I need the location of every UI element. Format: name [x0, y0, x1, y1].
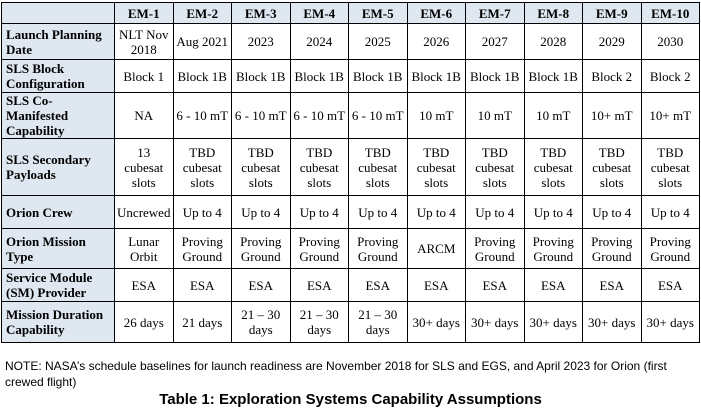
table-cell: Aug 2021 [173, 24, 232, 60]
column-header: EM-2 [173, 3, 232, 24]
column-header: EM-1 [115, 3, 174, 24]
table-cell: 2023 [232, 24, 291, 60]
table-cell: Block 1 [115, 60, 174, 93]
table-cell: Uncrewed [115, 196, 174, 229]
table-cell: 6 - 10 mT [290, 93, 349, 139]
column-header: EM-3 [232, 3, 291, 24]
table-cell: TBD cubesat slots [524, 139, 583, 196]
table-cell: 26 days [115, 302, 174, 343]
table-cell: ESA [290, 269, 349, 302]
table-cell: TBD cubesat slots [290, 139, 349, 196]
table-cell: Up to 4 [524, 196, 583, 229]
table-cell: ESA [524, 269, 583, 302]
table-header-row [2, 3, 700, 24]
table-cell: 10+ mT [583, 93, 642, 139]
table-cell: 13 cubesat slots [115, 139, 174, 196]
table-cell: 10 mT [466, 93, 525, 139]
table-corner-cell [2, 3, 115, 24]
table-cell: ESA [115, 269, 174, 302]
table-row [2, 93, 700, 139]
table-cell: ESA [641, 269, 700, 302]
table-cell: 21 days [173, 302, 232, 343]
table-row [2, 24, 700, 60]
table-cell: Up to 4 [466, 196, 525, 229]
table-cell: Proving Ground [349, 229, 408, 269]
table-cell: TBD cubesat slots [466, 139, 525, 196]
row-header: Mission Duration Capability [2, 302, 115, 343]
table-note: NOTE: NASA’s schedule baselines for launch readiness are November 2018 for SLS and EGS, and April 2023 for Orion (first crewed flight) [5, 359, 667, 389]
row-header: Orion Mission Type [2, 229, 115, 269]
table-cell: Block 1B [349, 60, 408, 93]
column-header: EM-4 [290, 3, 349, 24]
table-cell: 21 – 30 days [349, 302, 408, 343]
table-cell: ESA [173, 269, 232, 302]
row-header: Launch Planning Date [2, 24, 115, 60]
table-cell: ARCM [407, 229, 466, 269]
table-row [2, 229, 700, 269]
table-cell: Proving Ground [466, 229, 525, 269]
table-cell: Block 1B [290, 60, 349, 93]
table-cell: TBD cubesat slots [641, 139, 700, 196]
table-cell: ESA [232, 269, 291, 302]
table-cell: 6 - 10 mT [173, 93, 232, 139]
table-cell: Proving Ground [290, 229, 349, 269]
table-cell: TBD cubesat slots [232, 139, 291, 196]
table-cell: NA [115, 93, 174, 139]
capability-table [1, 2, 700, 343]
table-cell: Up to 4 [290, 196, 349, 229]
table-cell: TBD cubesat slots [407, 139, 466, 196]
table-caption: Table 1: Exploration Systems Capability Assumptions [159, 391, 542, 408]
table-cell: 10 mT [407, 93, 466, 139]
table-cell: Proving Ground [232, 229, 291, 269]
table-cell: 30+ days [641, 302, 700, 343]
table-row [2, 60, 700, 93]
table-cell: Block 2 [583, 60, 642, 93]
table-cell: ESA [407, 269, 466, 302]
column-header: EM-6 [407, 3, 466, 24]
table-cell: 30+ days [407, 302, 466, 343]
table-cell: Up to 4 [173, 196, 232, 229]
table-row [2, 302, 700, 343]
table-cell: Up to 4 [583, 196, 642, 229]
table-row [2, 269, 700, 302]
table-cell: Proving Ground [173, 229, 232, 269]
table-cell: Lunar Orbit [115, 229, 174, 269]
table-cell: Block 1B [466, 60, 525, 93]
table-cell: 21 – 30 days [232, 302, 291, 343]
capability-table-container [1, 2, 700, 343]
column-header: EM-8 [524, 3, 583, 24]
row-header: Orion Crew [2, 196, 115, 229]
table-cell: 2027 [466, 24, 525, 60]
table-cell: 2025 [349, 24, 408, 60]
table-cell: Proving Ground [583, 229, 642, 269]
table-cell: 2028 [524, 24, 583, 60]
table-cell: Up to 4 [407, 196, 466, 229]
table-cell: 10+ mT [641, 93, 700, 139]
table-cell: 2024 [290, 24, 349, 60]
table-cell: ESA [583, 269, 642, 302]
table-cell: NLT Nov 2018 [115, 24, 174, 60]
row-header: Service Module (SM) Provider [2, 269, 115, 302]
row-header: SLS Secondary Payloads [2, 139, 115, 196]
table-cell: TBD cubesat slots [173, 139, 232, 196]
table-cell: Up to 4 [641, 196, 700, 229]
table-cell: 21 – 30 days [290, 302, 349, 343]
table-cell: 2030 [641, 24, 700, 60]
table-cell: Block 1B [407, 60, 466, 93]
table-cell: TBD cubesat slots [583, 139, 642, 196]
table-cell: ESA [349, 269, 408, 302]
table-cell: TBD cubesat slots [349, 139, 408, 196]
column-header: EM-9 [583, 3, 642, 24]
table-cell: Block 1B [524, 60, 583, 93]
table-cell: Proving Ground [524, 229, 583, 269]
table-cell: Up to 4 [232, 196, 291, 229]
table-cell: 2026 [407, 24, 466, 60]
row-header: SLS Co-Manifested Capability [2, 93, 115, 139]
table-cell: Block 2 [641, 60, 700, 93]
table-cell: Block 1B [232, 60, 291, 93]
table-cell: 6 - 10 mT [349, 93, 408, 139]
table-row [2, 196, 700, 229]
table-cell: 2029 [583, 24, 642, 60]
column-header: EM-5 [349, 3, 408, 24]
table-cell: ESA [466, 269, 525, 302]
table-cell: Block 1B [173, 60, 232, 93]
table-cell: 6 - 10 mT [232, 93, 291, 139]
table-cell: Up to 4 [349, 196, 408, 229]
table-cell: 30+ days [583, 302, 642, 343]
column-header: EM-10 [641, 3, 700, 24]
table-cell: 30+ days [466, 302, 525, 343]
table-cell: Proving Ground [641, 229, 700, 269]
table-cell: 30+ days [524, 302, 583, 343]
column-header: EM-7 [466, 3, 525, 24]
table-cell: 10 mT [524, 93, 583, 139]
row-header: SLS Block Configuration [2, 60, 115, 93]
table-row [2, 139, 700, 196]
